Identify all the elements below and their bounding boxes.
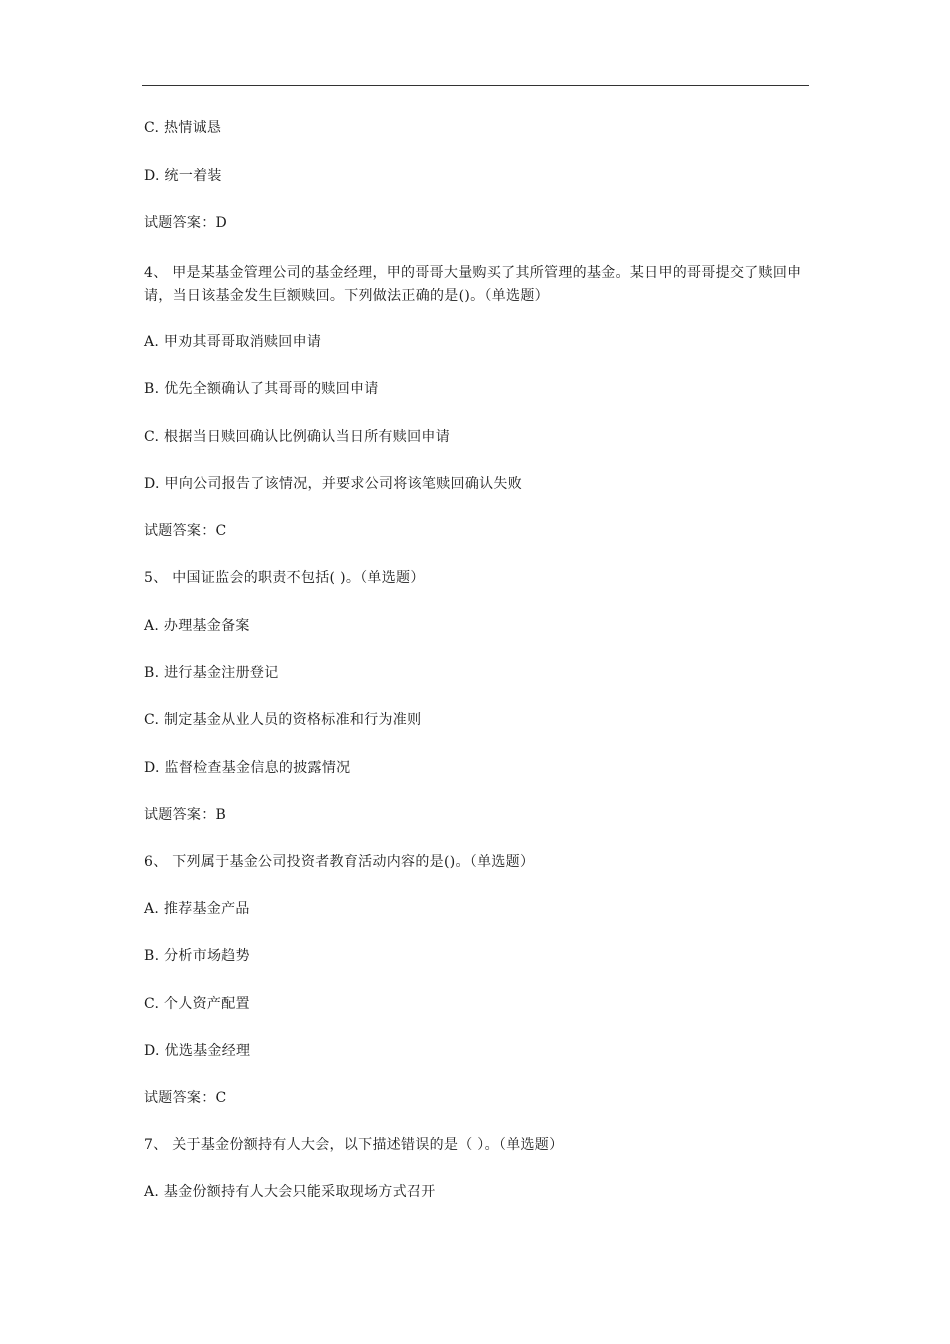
q6-option-a: A. 推荐基金产品 — [144, 901, 250, 917]
q4-option-c: C. 根据当日赎回确认比例确认当日所有赎回申请 — [144, 429, 451, 445]
q4-option-b: B. 优先全额确认了其哥哥的赎回申请 — [144, 381, 379, 397]
q5-option-d: D. 监督检查基金信息的披露情况 — [144, 760, 351, 776]
answer-5: 试题答案：B — [144, 807, 227, 823]
question-7: 7、 关于基金份额持有人大会，以下描述错误的是（ ）。（单选题） — [144, 1137, 564, 1153]
q6-option-b: B. 分析市场趋势 — [144, 948, 250, 964]
q5-option-b: B. 进行基金注册登记 — [144, 665, 279, 681]
answer-4: 试题答案：C — [144, 523, 227, 539]
header-rule — [142, 85, 809, 86]
question-5: 5、 中国证监会的职责不包括( )。（单选题） — [144, 570, 425, 586]
q7-option-a: A. 基金份额持有人大会只能采取现场方式召开 — [144, 1184, 436, 1200]
q4-option-a: A. 甲劝其哥哥取消赎回申请 — [144, 334, 322, 350]
answer-3: 试题答案：D — [144, 215, 228, 231]
q6-option-c: C. 个人资产配置 — [144, 996, 250, 1012]
option-c: C. 热情诚恳 — [144, 120, 222, 136]
answer-6: 试题答案：C — [144, 1090, 227, 1106]
question-4: 4、 甲是某基金管理公司的基金经理，甲的哥哥大量购买了其所管理的基金。某日甲的哥哥提交了赎回申请，当日该基金发生巨额赎回。下列做法正确的是()。（单选题） — [144, 265, 802, 304]
option-d: D. 统一着装 — [144, 168, 222, 184]
q6-option-d: D. 优选基金经理 — [144, 1043, 251, 1059]
question-6: 6、 下列属于基金公司投资者教育活动内容的是()。（单选题） — [144, 854, 535, 870]
q5-option-a: A. 办理基金备案 — [144, 618, 250, 634]
q4-option-d: D. 甲向公司报告了该情况，并要求公司将该笔赎回确认失败 — [144, 476, 523, 492]
q5-option-c: C. 制定基金从业人员的资格标准和行为准则 — [144, 712, 422, 728]
